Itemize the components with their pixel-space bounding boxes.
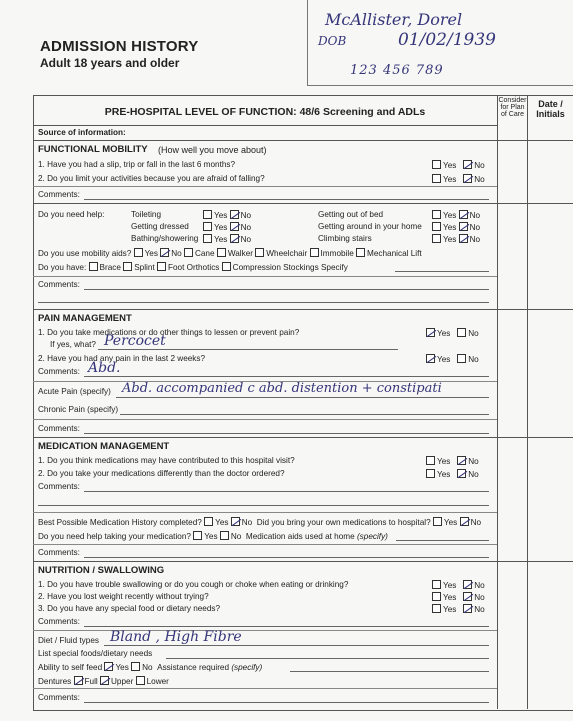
mobility-aids-row[interactable]: Do you use mobility aids? Yes No Cane Walker Wheelchair Immobile Mechanical Lift — [38, 249, 422, 258]
pain-comments2-label: Comments: — [38, 424, 80, 433]
col-date-header: Date / Initials — [536, 99, 565, 119]
mobility-q1-answer[interactable]: Yes No — [432, 160, 485, 170]
nutrition-q1: 1. Do you have trouble swallowing or do you cough or choke when eating or drinking? — [38, 580, 349, 589]
nutrition-q2: 2. Have you lost weight recently without trying? — [38, 592, 209, 601]
medication-comments-label: Comments: — [38, 482, 80, 491]
nutrition-q3: 3. Do you have any special food or dietary needs? — [38, 604, 221, 613]
patient-name: McAllister, Dorel — [325, 10, 463, 29]
pain-comments-value: Abd. — [88, 360, 121, 376]
toileting-answer[interactable]: Yes No — [203, 210, 251, 220]
mobility-q1: 1. Have you had a slip, trip or fall in the last 6 months? — [38, 160, 236, 169]
mobility-title: FUNCTIONAL MOBILITY — [38, 144, 148, 155]
pain-if-yes-label: If yes, what? — [50, 340, 96, 349]
nutrition-comments-label: Comments: — [38, 617, 80, 626]
section-heading: PRE-HOSPITAL LEVEL OF FUNCTION: 48/6 Screening and ADLs — [104, 106, 426, 118]
source-label: Source of information: — [38, 128, 126, 137]
out-bed-answer[interactable]: Yes No — [432, 210, 480, 220]
dressed-label: Getting dressed — [131, 222, 189, 231]
diet-value: Bland , High Fibre — [110, 629, 242, 645]
stairs-answer[interactable]: Yes No — [432, 234, 480, 244]
medication-q1-answer[interactable]: Yes No — [426, 456, 479, 466]
pain-q2-answer[interactable]: Yes No — [426, 354, 479, 364]
bpmh-row[interactable]: Best Possible Medication History completed? Yes No Did you bring your own medications to hospital? Yes No — [38, 518, 482, 527]
stairs-label: Climbing stairs — [318, 234, 372, 243]
special-foods-label: List special foods/dietary needs — [38, 649, 153, 658]
mobility-q2: 2. Do you limit your activities because you are afraid of falling? — [38, 174, 265, 183]
toileting-label: Toileting — [131, 210, 162, 219]
around-home-answer[interactable]: Yes No — [432, 222, 480, 232]
medication-title: MEDICATION MANAGEMENT — [38, 441, 170, 452]
medication-q2-answer[interactable]: Yes No — [426, 469, 479, 479]
form-subtitle: Adult 18 years and older — [40, 56, 180, 70]
dressed-answer[interactable]: Yes No — [203, 222, 251, 232]
nutrition-q2-answer[interactable]: Yes No — [432, 592, 485, 602]
need-help-label: Do you need help: — [38, 210, 105, 219]
nutrition-q3-answer[interactable]: Yes No — [432, 604, 485, 614]
around-home-label: Getting around in your home — [318, 222, 422, 231]
col-consider-header: Consider for Plan of Care — [498, 97, 527, 118]
dob-value: 01/02/1939 — [398, 30, 496, 50]
nutrition-title: NUTRITION / SWALLOWING — [38, 565, 165, 576]
chronic-pain-label: Chronic Pain (specify) — [38, 405, 119, 414]
medication-q2: 2. Do you take your medications differently than the doctor ordered? — [38, 469, 285, 478]
acute-pain-value: Abd. accompanied c abd. distention + constipati — [122, 381, 442, 396]
self-feed-row[interactable]: Ability to self feed Yes No Assistance required (specify) — [38, 663, 263, 672]
medication-q1: 1. Do you think medications may have contributed to this hospital visit? — [38, 456, 295, 465]
pain-q1: 1. Do you take medications or do other things to lessen or prevent pain? — [38, 328, 300, 337]
mobility-comments-label: Comments: — [38, 190, 80, 199]
pain-title: PAIN MANAGEMENT — [38, 313, 132, 324]
pain-if-yes-value: Percocet — [104, 333, 166, 349]
form-title: ADMISSION HISTORY — [40, 38, 199, 55]
bathing-label: Bathing/showering — [131, 234, 199, 243]
pain-q2: 2. Have you had any pain in the last 2 weeks? — [38, 354, 206, 363]
medication-comments2-label: Comments: — [38, 548, 80, 557]
diet-label: Diet / Fluid types — [38, 636, 99, 645]
mobility-comments2-label: Comments: — [38, 280, 80, 289]
out-bed-label: Getting out of bed — [318, 210, 384, 219]
pain-comments-label: Comments: — [38, 367, 80, 376]
mobility-q2-answer[interactable]: Yes No — [432, 174, 485, 184]
pain-q1-answer[interactable]: Yes No — [426, 328, 479, 338]
mobility-subtitle: (How well you move about) — [158, 145, 267, 155]
bathing-answer[interactable]: Yes No — [203, 234, 251, 244]
dob-label: DOB — [318, 34, 347, 48]
nutrition-comments2-label: Comments: — [38, 693, 80, 702]
patient-number: 123 456 789 — [350, 63, 444, 78]
acute-pain-label: Acute Pain (specify) — [38, 387, 111, 396]
med-help-row[interactable]: Do you need help taking your medication? Yes No Medication aids used at home (specify) — [38, 532, 388, 541]
form-table — [33, 95, 573, 711]
have-row[interactable]: Do you have: Brace Splint Foot Orthotics Compression Stockings Specify — [38, 263, 348, 272]
nutrition-q1-answer[interactable]: Yes No — [432, 580, 485, 590]
dentures-row[interactable]: Dentures Full Upper Lower — [38, 677, 169, 686]
